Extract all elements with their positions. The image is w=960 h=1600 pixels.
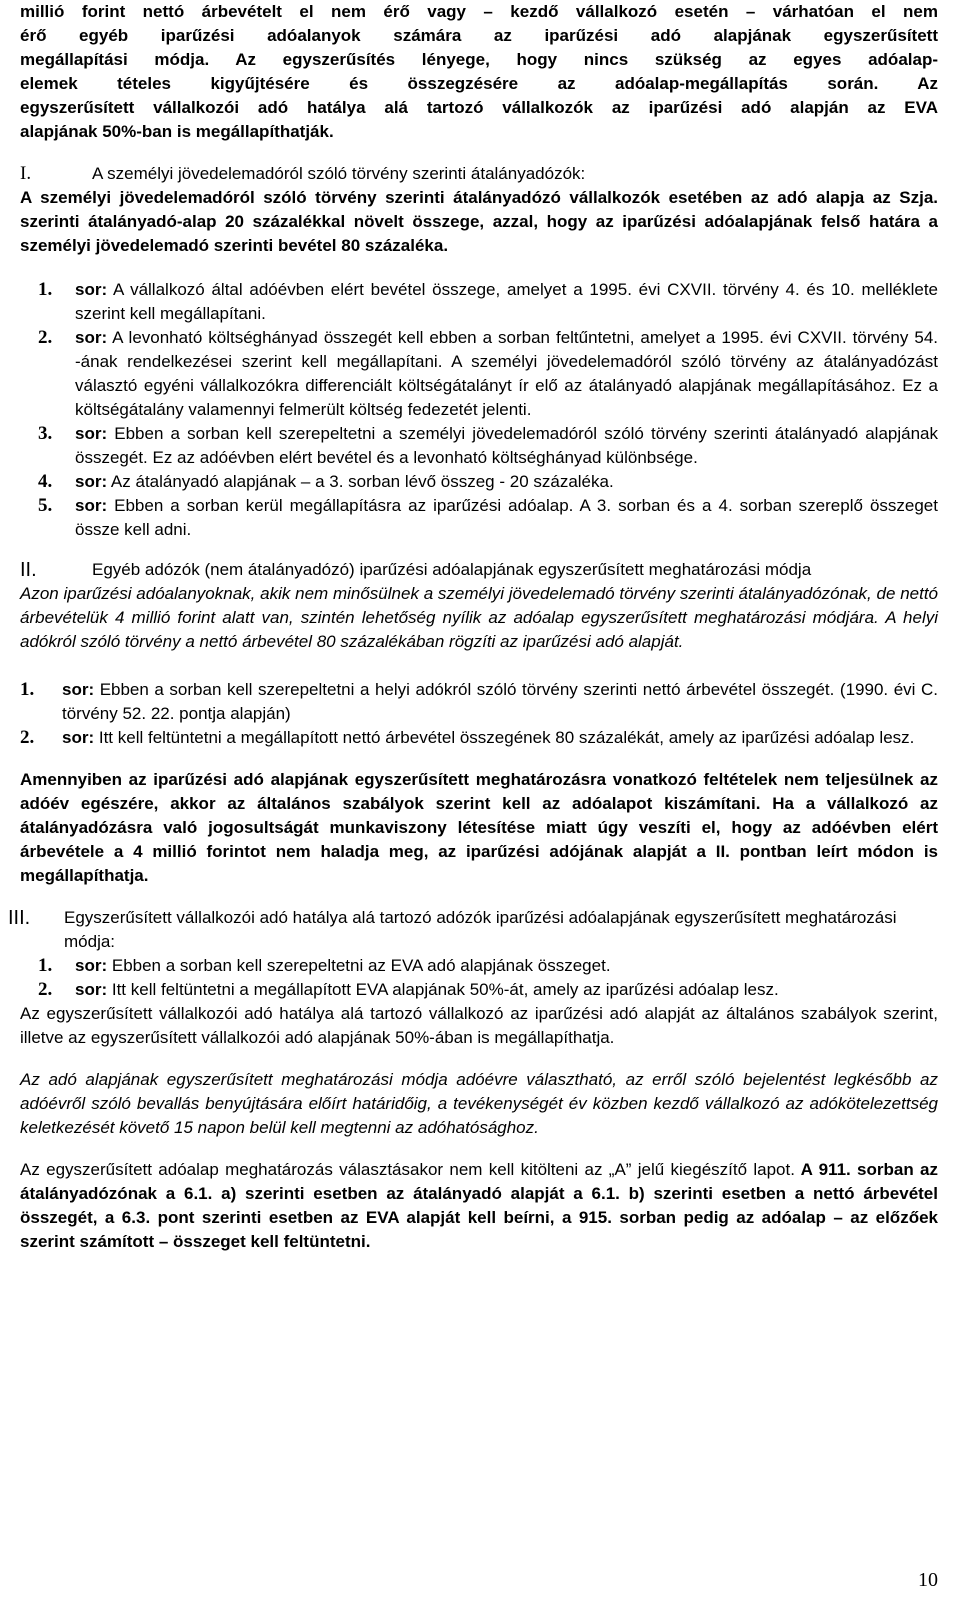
closing-paragraph: Az egyszerűsített adóalap meghatározás választásakor nem kell kitölteni az „A” jelű kiegészítő lapot. A 911. sorban az átalányadózónak a 6.1. a) szerinti esetben az átalányadó alapját a 6.1. b) szerinti esetben a nettó árbevétel összegét, a 6.3. pont szerinti esetben az EVA alapját kell beírni, a 915. sorban pedig az adóalap – az előzőek szerint számított – összeget kell feltüntetni.: [20, 1160, 938, 1251]
list-item: 2. sor: A levonható költséghányad összegét kell ebben a sorban feltűntetni, amelyet a 1995. évi CXVII. törvény 54. -ának rendelkezései szerint kell megállapítani. A személyi jövedelemadóról szóló törvény az átalányadózást választó egyéni vállalkozókra differenciált költségátalányt ír elő az átalányadó alapjának megállapításához. Ez a költségátalány valamennyi felmerült költség fedezetét jelenti.: [38, 327, 938, 419]
intro-paragraph: [20, 0, 938, 144]
list-item: 5. sor: Ebben a sorban kerül megállapításra az iparűzési adóalap. A 3. sorban és a 4. sorban szereplő összeget össze kell adni.: [38, 495, 938, 539]
intro-line: egyszerűsített vállalkozói adó hatálya alá tartozó vállalkozók az iparűzési adó alapján az EVA: [20, 98, 938, 117]
section-2-body: Azon iparűzési adóalanyoknak, akik nem minősülnek a személyi jövedelemadó törvény szerinti átalányadózónak, de nettó árbevételük 4 millió forint alatt van, szintén lehetőség nyílik az adóalap egyszerűsített meghatározási módjára. A helyi adókról szóló törvény a nettó árbevétel 80 százalékában rögzíti az iparűzési adó alapját.: [20, 584, 938, 651]
section-1-body: A személyi jövedelemadóról szóló törvény szerinti átalányadózó vállalkozók esetében az adó alapja az Szja. szerinti átalányadó-alap 20 százalékkal növelt összege, azzal, hogy az iparűzési adóalapjának felső határa a személyi jövedelemadó szerinti bevétel 80 százaléka.: [20, 188, 938, 255]
section-1-heading: [20, 162, 938, 186]
list-item: 4. sor: Az átalányadó alapjának – a 3. sorban lévő összeg - 20 százaléka.: [38, 471, 614, 492]
intro-line: alapjának 50%-ban is megállapíthatják.: [20, 122, 334, 141]
list-item: 1. sor: Ebben a sorban kell szerepeltetni a helyi adókról szóló törvény szerinti nettó árbevétel összegét. (1990. évi C. törvény 52. 22. pontja alapján): [20, 679, 938, 723]
section-title: A személyi jövedelemadóról szóló törvény szerinti átalányadózók:: [92, 164, 586, 183]
list-item: 3. sor: Ebben a sorban kell szerepeltetni a személyi jövedelemadóról szóló törvény szerinti átalányadó alapjának összegét. Ez az adóévben elért bevétel és a levonható költséghányad különbsége.: [38, 423, 938, 467]
section-3-body: Az egyszerűsített vállalkozói adó hatálya alá tartozó vállalkozó az iparűzési adó alapját az általános szabályok szerint, illetve az egyszerűsített vállalkozói adó alapjának 50%-ában is megállapíthatja.: [20, 1004, 938, 1047]
section-number: I.: [20, 163, 32, 184]
list-item: 2. sor: Itt kell feltüntetni a megállapított nettó árbevétel összegének 80 százalékát, amely az iparűzési adóalap lesz.: [20, 727, 915, 748]
intro-line: millió forint nettó árbevételt el nem érő vagy – kezdő vállalkozó esetén – várhatóan el nem: [20, 2, 938, 21]
list-item: 1. sor: A vállalkozó által adóévben elért bevétel összege, amelyet a 1995. évi CXVII. törvény 4. és 10. melléklete szerint kell megállapítani.: [38, 279, 938, 323]
page-number: 10: [918, 1569, 938, 1591]
section-number: II.: [20, 559, 37, 581]
section-number: III.: [8, 907, 31, 929]
section-2-heading: [20, 558, 938, 582]
section-2-note: Amennyiben az iparűzési adó alapjának egyszerűsített meghatározásra vonatkozó feltételek nem teljesülnek az adóév egészére, akkor az általános szabályok szerint kell az adóalapot kiszámítani. Ha a vállalkozó az átalányadózásra való jogosultságát munkaviszony létesítése miatt úgy veszíti el, hogy az adóévben elért árbevétele a 4 millió forintot nem haladja meg, az iparűzési adójának alapját a II. pontban leírt módon is megállapíthatja.: [20, 770, 938, 885]
italic-paragraph: Az adó alapjának egyszerűsített meghatározási módja adóévre választható, az erről szóló bejelentést legkésőbb az adóévről szóló bevallás benyújtására előírt határidőig, a tevékenységét év közben kezdő vállalkozó az adókötelezettség keletkezését követő 15 napon belül kell megtenni az adóhatósághoz.: [20, 1070, 938, 1137]
document-page: [8, 0, 938, 1254]
section-title: Egyszerűsített vállalkozói adó hatálya alá tartozó adózók iparűzési adóalapjának egyszerűsített meghatározási módja:: [64, 908, 897, 951]
section-title: Egyéb adózók (nem átalányadózó) iparűzési adóalapjának egyszerűsített meghatározási módja: [92, 560, 812, 579]
intro-line: megállapítási módja. Az egyszerűsítés lényege, hogy nincs szükség az egyes adóalap-: [20, 50, 938, 69]
section-3-heading: [8, 906, 938, 954]
list-item: 2. sor: Itt kell feltüntetni a megállapított EVA alapjának 50%-át, amely az iparűzési adóalap lesz.: [38, 979, 779, 1000]
list-item: 1. sor: Ebben a sorban kell szerepeltetni az EVA adó alapjának összeget.: [38, 955, 611, 976]
intro-line: elemek tételes kigyűjtésére és összegzésére az adóalap-megállapítás során. Az: [20, 74, 938, 93]
intro-line: érő egyéb iparűzési adóalanyok számára az iparűzési adó alapjának egyszerűsített: [20, 26, 938, 45]
